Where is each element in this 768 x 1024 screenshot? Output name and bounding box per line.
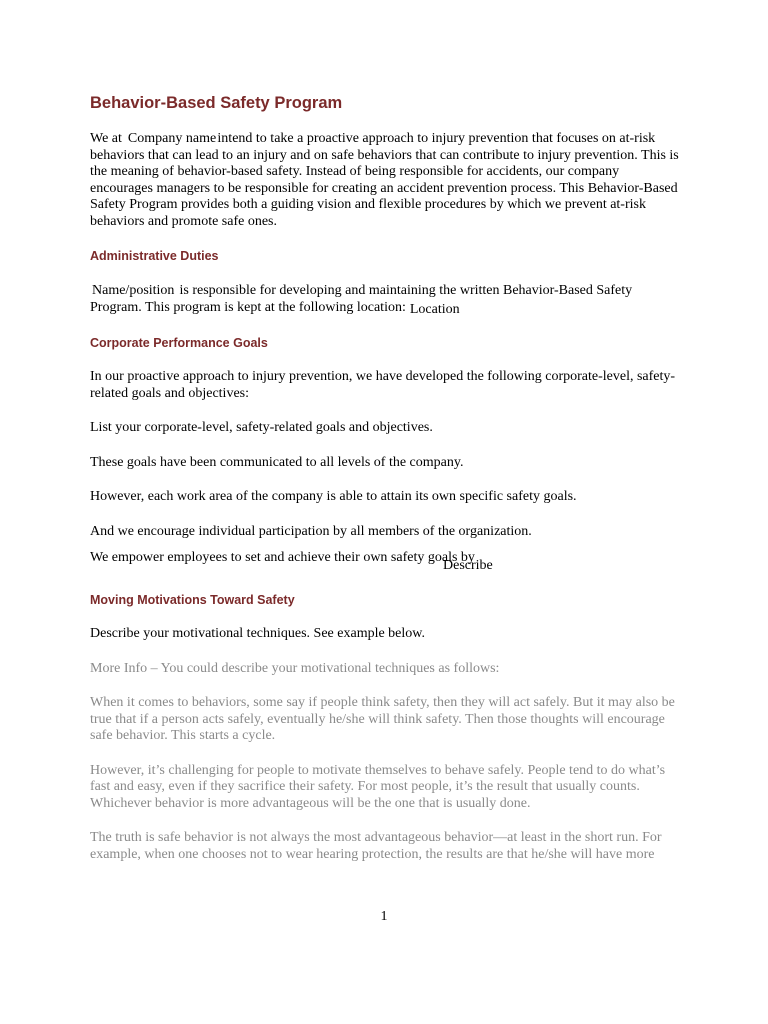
motivation-example-1: When it comes to behaviors, some say if people think safety, then they will act safely. But it may also be true that if a person acts safely, eventually he/she will think safety. Then those thoughts will encourage safe behavior. This starts a cycle. xyxy=(90,695,675,743)
intro-text: intend to take a proactive approach to injury prevention that focuses on at-risk behaviors that can lead to an injury and on safe behaviors that can contribute to injury prevention. This is the meaning of behavior-based safety. Instead of being responsible for accidents, our company encourages managers to be responsible for creating an accident prevention process. This Behavior-Based Safety Program provides both a guiding vision and flexible procedures by which we prevent at-risk behaviors and promote safe ones. xyxy=(90,131,679,229)
goals-list-prompt: List your corporate-level, safety-related goals and objectives. xyxy=(90,420,433,435)
motivation-example-3: The truth is safe behavior is not always the most advantageous behavior—at least in the short run. For example, when one chooses not to wear hearing protection, the results are that he/she will have more xyxy=(90,830,662,862)
administrative-text: is responsible for developing and maintaining the written Behavior-Based Safety Program. This program is kept at the following location: xyxy=(90,283,633,315)
motivation-prompt: Describe your motivational techniques. See example below. xyxy=(90,626,425,641)
corporate-goals-heading: Corporate Performance Goals xyxy=(90,336,268,350)
goals-empower-line xyxy=(90,550,680,586)
motivation-example-2: However, it’s challenging for people to motivate themselves to behave safely. People tend to do what’s fast and easy, even if they sacrifice their safety. For most people, it’s the result that usually counts. Whichever behavior is more advantageous will be the one that is usually done. xyxy=(90,762,666,811)
describe-field[interactable]: Describe xyxy=(443,558,493,573)
goals-work-area-text: However, each work area of the company is able to attain its own specific safety goals. xyxy=(90,489,577,504)
document-title: Behavior-Based Safety Program xyxy=(90,94,343,112)
motivation-heading: Moving Motivations Toward Safety xyxy=(90,593,295,607)
company-name-field[interactable]: Company name xyxy=(127,131,217,146)
name-position-field[interactable]: Name/position xyxy=(92,283,175,298)
administrative-paragraph xyxy=(90,283,680,316)
administrative-duties-heading: Administrative Duties xyxy=(90,249,219,263)
document-body xyxy=(90,92,680,863)
location-field[interactable]: Location xyxy=(409,301,460,317)
goals-intro-paragraph: In our proactive approach to injury prevention, we have developed the following corporate-level, safety-related goals and objectives: xyxy=(90,369,676,401)
intro-paragraph xyxy=(90,131,680,230)
intro-lead: We at xyxy=(90,131,122,146)
goals-empower-text: We empower employees to set and achieve their own safety goals by xyxy=(90,550,475,565)
goals-participation-text: And we encourage individual participation by all members of the organization. xyxy=(90,523,532,539)
goals-communicated-text: These goals have been communicated to all levels of the company. xyxy=(90,454,464,470)
page-number: 1 xyxy=(380,909,388,924)
more-info-text: More Info – You could describe your motivational techniques as follows: xyxy=(90,660,500,676)
